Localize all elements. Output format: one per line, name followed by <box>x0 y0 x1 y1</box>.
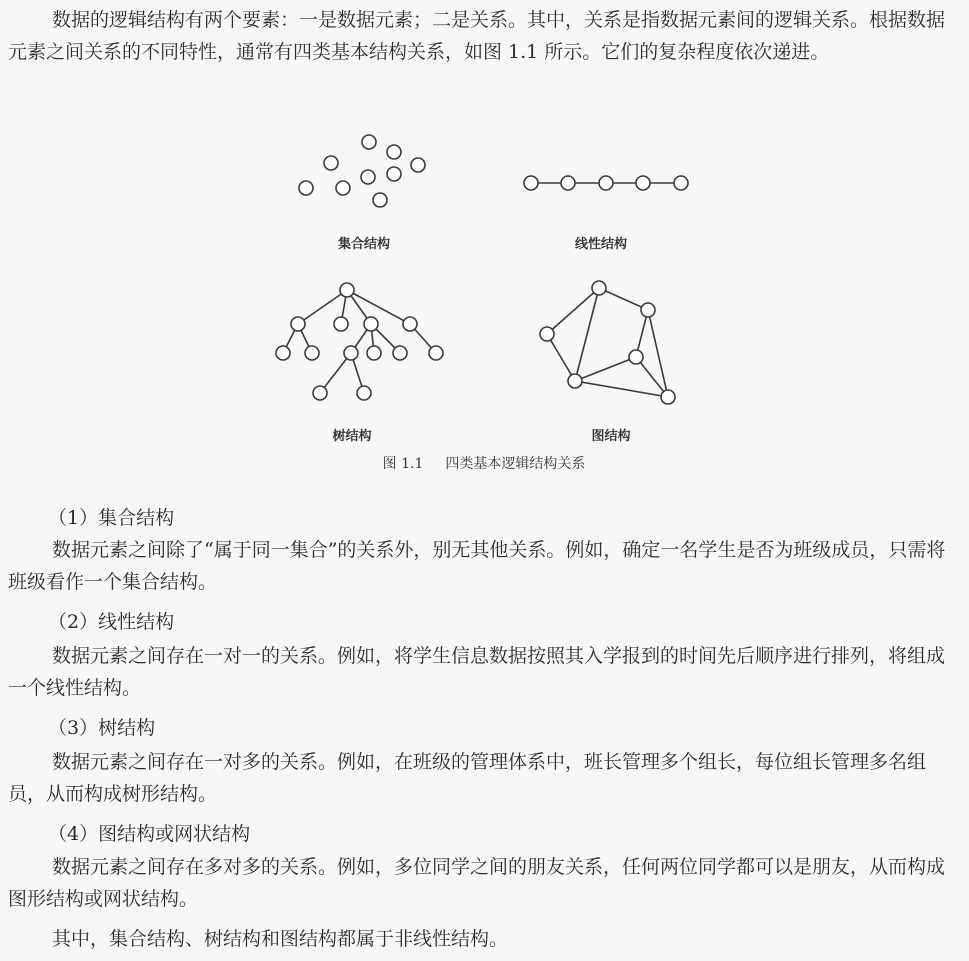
set-structure-label: 集合结构 <box>337 237 391 252</box>
set-node <box>299 181 313 195</box>
tree-node <box>429 346 443 360</box>
set-node <box>324 156 338 170</box>
set-node <box>387 167 401 181</box>
section-heading-graph: （4）图结构或网状结构 <box>48 823 251 845</box>
figure-caption-number: 图 1.1 <box>382 456 424 472</box>
linear-node <box>524 176 538 190</box>
section-heading-tree: （3）树结构 <box>48 717 156 739</box>
tree-node <box>276 346 290 360</box>
linear-structure-diagram <box>524 176 688 190</box>
graph-node <box>592 281 606 295</box>
tree-node <box>313 386 327 400</box>
linear-structure-label: 线性结构 <box>574 237 628 252</box>
tree-node <box>305 346 319 360</box>
section-body-tree: 数据元素之间存在一对多的关系。例如，在班级的管理体系中，班长管理多个组长，每位组长管理多名组员，从而构成树形结构。 <box>8 751 927 805</box>
section-body-linear: 数据元素之间存在一对一的关系。例如，将学生信息数据按照其入学报到的时间先后顺序进行排列，将组成一个线性结构。 <box>8 645 946 699</box>
set-node <box>411 158 425 172</box>
tree-structure-diagram <box>276 283 443 400</box>
figure-caption-text: 四类基本逻辑结构关系 <box>445 456 586 472</box>
tree-node <box>393 346 407 360</box>
section-heading-linear: （2）线性结构 <box>48 611 175 633</box>
section-body-set: 数据元素之间除了“属于同一集合”的关系外，别无其他关系。例如，确定一名学生是否为班级成员，只需将班级看作一个集合结构。 <box>8 539 946 593</box>
section-heading-set: （1）集合结构 <box>48 507 175 529</box>
section-body-graph: 数据元素之间存在多对多的关系。例如，多位同学之间的朋友关系，任何两位同学都可以是朋友，从而构成图形结构或网状结构。 <box>8 856 946 910</box>
set-node <box>362 135 376 149</box>
linear-node <box>636 176 650 190</box>
graph-node <box>540 327 554 341</box>
tree-node <box>334 317 348 331</box>
set-node <box>373 193 387 207</box>
tree-node <box>357 386 371 400</box>
tree-node <box>403 317 417 331</box>
graph-node <box>568 374 582 388</box>
graph-structure-label: 图结构 <box>591 429 631 444</box>
intro-paragraph: 数据的逻辑结构有两个要素：一是数据元素；二是关系。其中，关系是指数据元素间的逻辑关系。根据数据元素之间关系的不同特性，通常有四类基本结构关系，如图 1.1 所示。它们的复杂程度依次递进。 <box>8 9 946 63</box>
tree-node <box>291 317 305 331</box>
tree-node <box>364 317 378 331</box>
conclusion-paragraph: 其中，集合结构、树结构和图结构都属于非线性结构。 <box>52 928 509 950</box>
graph-node <box>629 350 643 364</box>
set-node <box>336 181 350 195</box>
set-node <box>361 170 375 184</box>
graph-node <box>641 303 655 317</box>
tree-structure-label: 树结构 <box>332 429 372 444</box>
set-structure-diagram <box>299 135 425 207</box>
tree-node <box>367 346 381 360</box>
linear-node <box>674 176 688 190</box>
tree-node <box>344 346 358 360</box>
graph-node <box>661 390 675 404</box>
linear-node <box>599 176 613 190</box>
linear-node <box>561 176 575 190</box>
graph-structure-diagram <box>540 281 675 404</box>
figure-caption <box>383 453 586 473</box>
set-node <box>387 145 401 159</box>
tree-node <box>340 283 354 297</box>
